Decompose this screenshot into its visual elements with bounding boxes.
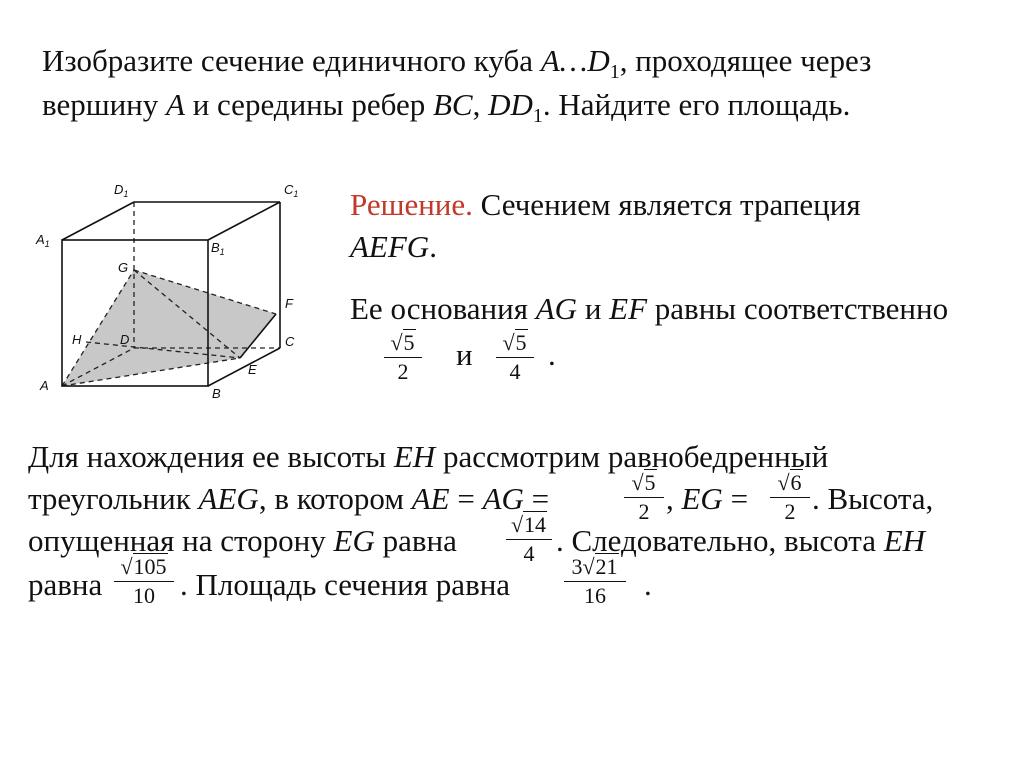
segment-name: AG <box>482 481 524 516</box>
fraction-height-1: √14 4 <box>506 512 552 567</box>
edge-name: DD <box>488 87 533 122</box>
segment-name: AE <box>411 481 450 516</box>
segment-name: EF <box>609 291 648 326</box>
height-line-4: равна <box>28 567 103 602</box>
text: рассмотрим равнобедренный <box>435 439 829 474</box>
text: Изобразите сечение единичного куба <box>42 43 541 78</box>
text: и середины ребер <box>184 87 433 122</box>
text: и <box>577 291 610 326</box>
fraction-ae: √5 2 <box>624 470 664 525</box>
triangle-name: AEG <box>198 481 259 516</box>
segment-name: EG <box>681 481 723 516</box>
problem-line-1 <box>42 42 871 91</box>
text: равны соответственно <box>647 291 949 326</box>
text: . Найдите его площадь. <box>542 87 851 122</box>
text: Ее основания <box>350 291 536 326</box>
label-c1: $C_1$ <box>284 182 299 199</box>
solution-dot: . <box>548 337 556 372</box>
solution-line-2 <box>350 228 437 266</box>
text: равна <box>374 523 457 558</box>
subscript: 1 <box>532 105 543 128</box>
label-a: A <box>40 378 49 393</box>
text: . Следовательно, высота <box>556 523 884 558</box>
label-g: G <box>118 260 129 275</box>
trapezoid-name: AEFG <box>350 229 430 264</box>
fraction-ag: √5 2 <box>384 330 422 385</box>
label-c: C <box>285 334 295 349</box>
text: Сечением является трапеция <box>472 187 861 222</box>
height-line-2c: . Высота, <box>812 481 934 516</box>
text: = <box>722 481 749 516</box>
label-b: B <box>212 386 221 401</box>
problem-line-2 <box>42 86 850 135</box>
label-h: H <box>72 332 82 347</box>
cube-diagram <box>28 172 328 402</box>
segment-name: EH <box>883 523 926 558</box>
label-d1: $D_1$ <box>114 182 129 199</box>
height-line-2 <box>28 480 549 518</box>
height-line-4c: . <box>644 567 652 602</box>
text: Для нахождения ее высоты <box>28 439 394 474</box>
label-d: D <box>120 332 130 347</box>
segment-name: AG <box>535 291 578 326</box>
solution-line-1 <box>350 186 861 224</box>
and-word: и <box>456 337 473 372</box>
text: , <box>472 87 489 122</box>
label-f: F <box>285 296 293 311</box>
text: = <box>449 481 483 516</box>
text: треугольник <box>28 481 199 516</box>
subscript: 1 <box>609 61 620 84</box>
label-b1: $B_1$ <box>211 240 225 257</box>
solution-label: Решение. <box>350 187 473 222</box>
height-line-2b <box>666 480 748 518</box>
text: , в котором <box>258 481 412 516</box>
text: , проходящее через <box>619 43 872 78</box>
label-a1: $A_1$ <box>36 232 50 249</box>
edge-name: BC <box>432 87 473 122</box>
text: вершину <box>42 87 167 122</box>
label-e: E <box>248 362 257 377</box>
height-line-4b: . Площадь сечения равна <box>180 567 511 602</box>
fraction-area: 3√21 16 <box>564 554 626 609</box>
text: . <box>429 229 437 264</box>
fraction-ef: √5 4 <box>496 330 534 385</box>
cube-name: A…D <box>540 43 610 78</box>
segment-name: EH <box>393 439 436 474</box>
fraction-height-2: √105 10 <box>114 554 174 609</box>
vertex-name: A <box>166 87 185 122</box>
height-line-3 <box>28 522 457 560</box>
text: , <box>666 481 682 516</box>
fraction-eg: √6 2 <box>770 470 810 525</box>
text: = <box>523 481 550 516</box>
segment-name: EG <box>333 523 375 558</box>
height-line-1 <box>28 438 828 476</box>
solution-line-3 <box>350 290 948 328</box>
text: опущенная на сторону <box>28 523 334 558</box>
